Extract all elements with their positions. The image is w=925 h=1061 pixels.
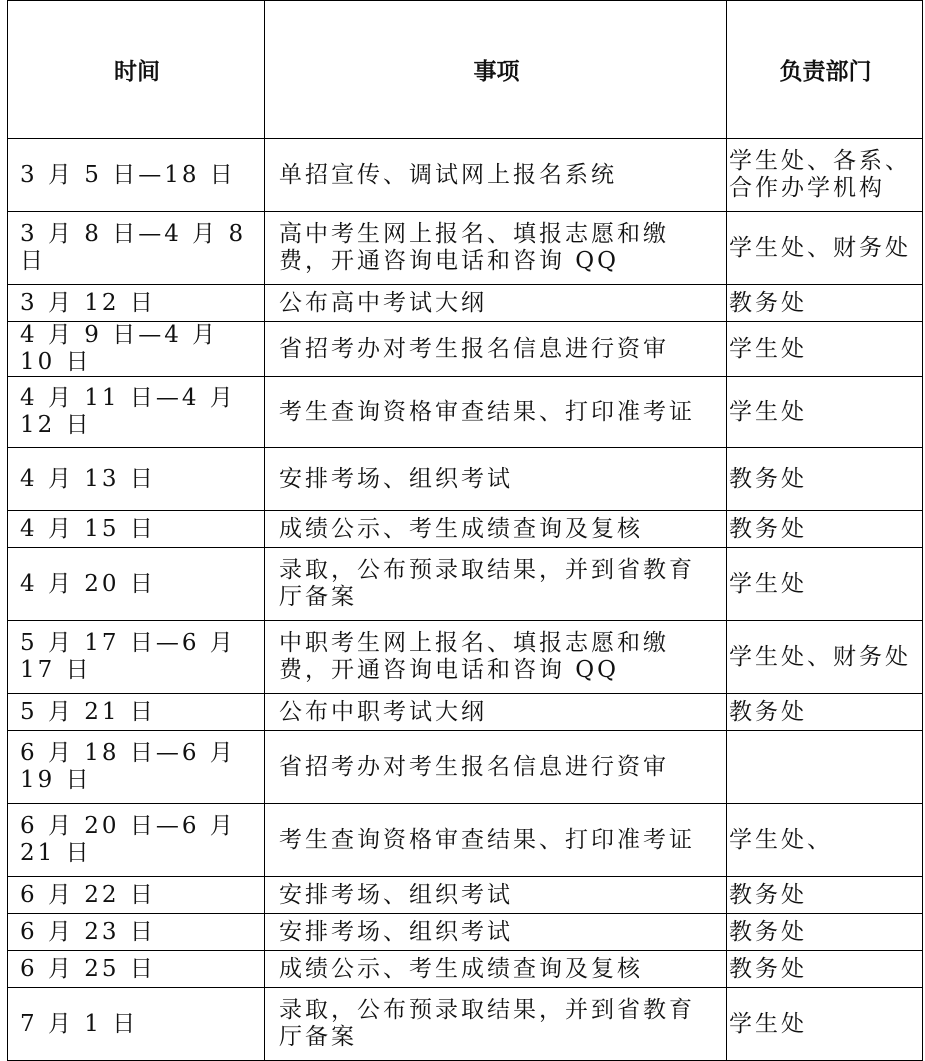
dept-cell: 学生处 <box>727 988 923 1061</box>
schedule-table <box>7 0 923 1061</box>
header-time: 时间 <box>8 1 265 139</box>
time-cell: 7 月 1 日 <box>8 988 265 1061</box>
item-cell: 考生查询资格审查结果、打印准考证 <box>265 377 727 448</box>
table-row <box>8 731 923 804</box>
dept-cell: 教务处 <box>727 951 923 988</box>
item-cell: 单招宣传、调试网上报名系统 <box>265 139 727 212</box>
dept-cell: 学生处、各系、合作办学机构 <box>727 139 923 212</box>
time-cell: 3 月 8 日—4 月 8 日 <box>8 212 265 285</box>
item-cell: 录取，公布预录取结果，并到省教育厅备案 <box>265 548 727 621</box>
time-cell: 6 月 25 日 <box>8 951 265 988</box>
item-cell: 成绩公示、考生成绩查询及复核 <box>265 511 727 548</box>
dept-cell: 学生处 <box>727 322 923 377</box>
item-cell: 公布中职考试大纲 <box>265 694 727 731</box>
header-dept: 负责部门 <box>727 1 923 139</box>
time-cell: 6 月 23 日 <box>8 914 265 951</box>
table-row <box>8 914 923 951</box>
dept-cell: 教务处 <box>727 694 923 731</box>
item-cell: 公布高中考试大纲 <box>265 285 727 322</box>
time-cell: 4 月 11 日—4 月 12 日 <box>8 377 265 448</box>
item-cell: 安排考场、组织考试 <box>265 877 727 914</box>
table-row <box>8 951 923 988</box>
dept-cell: 教务处 <box>727 877 923 914</box>
table-row <box>8 694 923 731</box>
item-cell: 录取，公布预录取结果，并到省教育厅备案 <box>265 988 727 1061</box>
table-row <box>8 877 923 914</box>
table-row <box>8 285 923 322</box>
dept-cell <box>727 731 923 804</box>
item-cell: 安排考场、组织考试 <box>265 914 727 951</box>
item-cell: 成绩公示、考生成绩查询及复核 <box>265 951 727 988</box>
table-row <box>8 377 923 448</box>
time-cell: 6 月 18 日—6 月 19 日 <box>8 731 265 804</box>
table-row <box>8 448 923 511</box>
item-cell: 省招考办对考生报名信息进行资审 <box>265 322 727 377</box>
table-row <box>8 511 923 548</box>
table-row <box>8 548 923 621</box>
table-row <box>8 621 923 694</box>
time-cell: 4 月 15 日 <box>8 511 265 548</box>
dept-cell: 学生处、 <box>727 804 923 877</box>
item-cell: 高中考生网上报名、填报志愿和缴费，开通咨询电话和咨询 QQ <box>265 212 727 285</box>
table-row <box>8 322 923 377</box>
time-cell: 4 月 9 日—4 月 10 日 <box>8 322 265 377</box>
time-cell: 4 月 20 日 <box>8 548 265 621</box>
dept-cell: 教务处 <box>727 448 923 511</box>
table-row <box>8 988 923 1061</box>
table-row <box>8 212 923 285</box>
time-cell: 4 月 13 日 <box>8 448 265 511</box>
table-row <box>8 804 923 877</box>
time-cell: 5 月 21 日 <box>8 694 265 731</box>
time-cell: 6 月 22 日 <box>8 877 265 914</box>
time-cell: 6 月 20 日—6 月 21 日 <box>8 804 265 877</box>
dept-cell: 学生处 <box>727 377 923 448</box>
dept-cell: 学生处、财务处 <box>727 212 923 285</box>
dept-cell: 教务处 <box>727 914 923 951</box>
item-cell: 中职考生网上报名、填报志愿和缴费，开通咨询电话和咨询 QQ <box>265 621 727 694</box>
dept-cell: 学生处、财务处 <box>727 621 923 694</box>
dept-cell: 教务处 <box>727 511 923 548</box>
header-row <box>8 1 923 139</box>
header-item: 事项 <box>265 1 727 139</box>
time-cell: 5 月 17 日—6 月 17 日 <box>8 621 265 694</box>
item-cell: 省招考办对考生报名信息进行资审 <box>265 731 727 804</box>
item-cell: 考生查询资格审查结果、打印准考证 <box>265 804 727 877</box>
time-cell: 3 月 12 日 <box>8 285 265 322</box>
time-cell: 3 月 5 日—18 日 <box>8 139 265 212</box>
item-cell: 安排考场、组织考试 <box>265 448 727 511</box>
table-row <box>8 139 923 212</box>
dept-cell: 学生处 <box>727 548 923 621</box>
dept-cell: 教务处 <box>727 285 923 322</box>
